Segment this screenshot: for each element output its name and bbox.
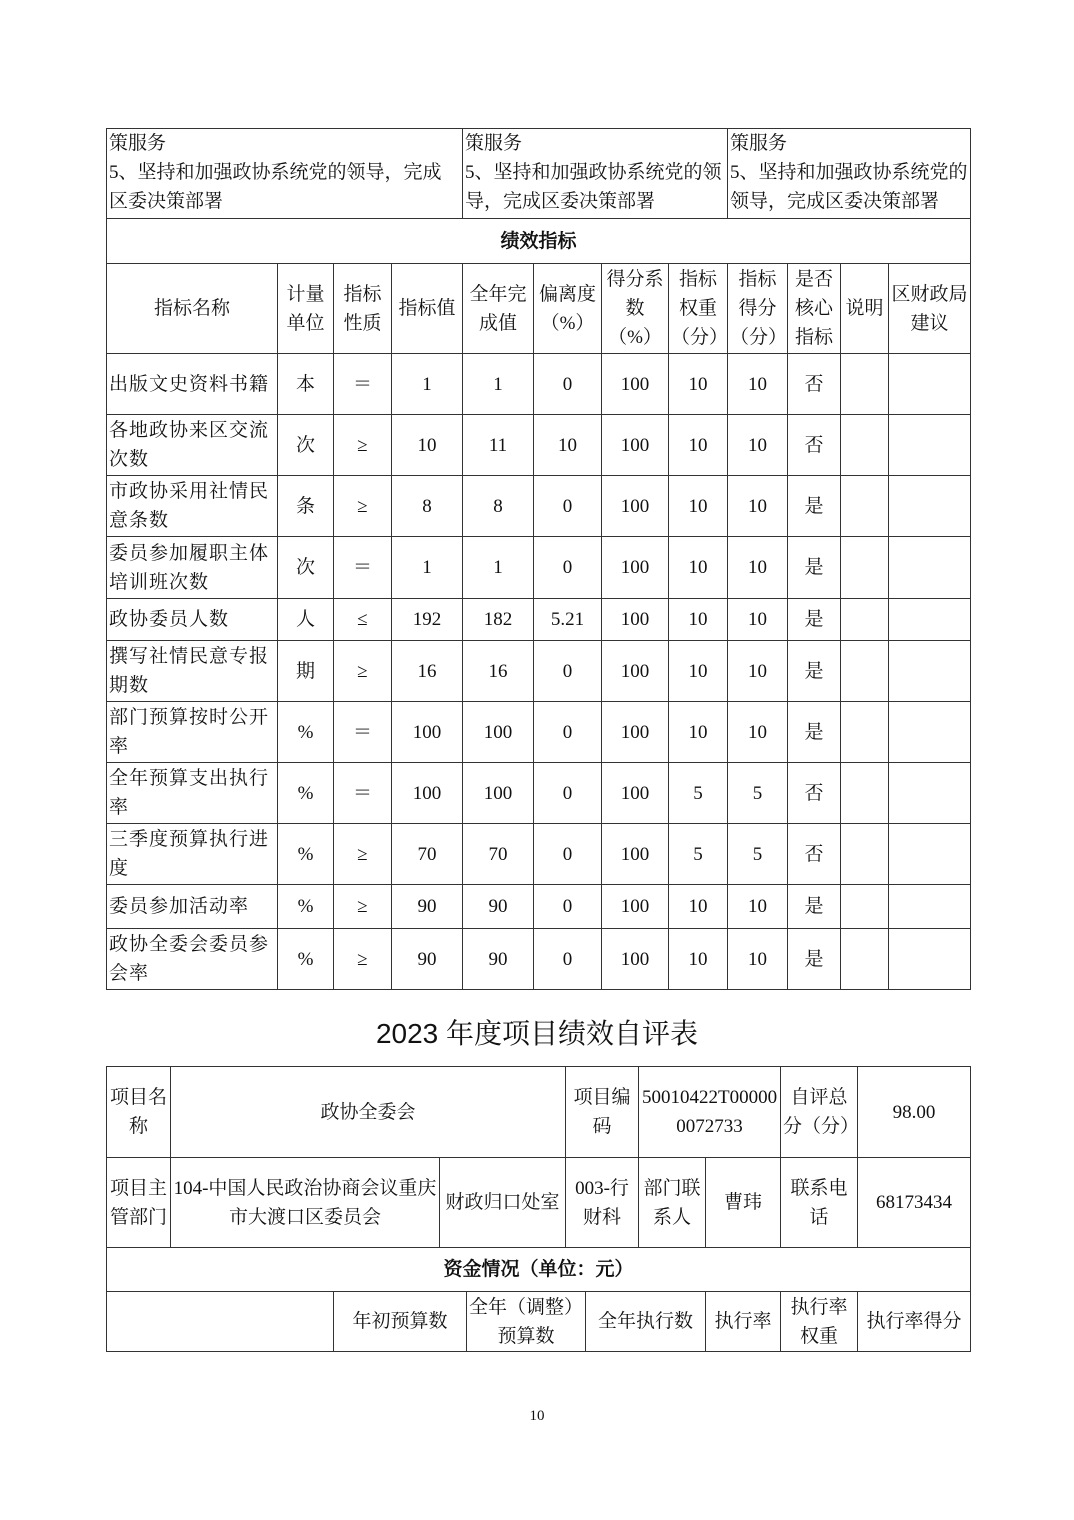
table-cell: 1 (463, 537, 534, 599)
table-row (107, 885, 971, 929)
table-cell: 10 (728, 415, 788, 476)
funds-header (107, 1292, 334, 1352)
table-row (107, 537, 971, 599)
table-cell: 0 (534, 702, 602, 763)
dept-row (107, 1158, 971, 1248)
table-cell: 10 (669, 354, 728, 415)
table-cell (889, 599, 971, 641)
column-header: 指标权重（分） (669, 264, 728, 354)
table-cell (841, 824, 889, 885)
table-cell: 100 (602, 476, 669, 537)
finance-office: 003-行财科 (566, 1158, 639, 1248)
table-cell (841, 641, 889, 702)
funds-header: 全年执行数 (586, 1292, 706, 1352)
contact-label: 部门联系人 (639, 1158, 706, 1248)
cell-line: 5、坚持和加强政协系统党的领导，完成区委决策部署 (730, 162, 968, 212)
table-cell: 8 (392, 476, 463, 537)
table-cell: 10 (728, 476, 788, 537)
table-cell (841, 537, 889, 599)
table-cell (889, 415, 971, 476)
table-cell: % (278, 885, 334, 929)
table-cell: 0 (534, 929, 602, 990)
phone-label: 联系电话 (781, 1158, 858, 1248)
table-cell: 0 (534, 354, 602, 415)
dept-label: 项目主管部门 (107, 1158, 171, 1248)
table-cell: 10 (728, 885, 788, 929)
table-cell: 16 (392, 641, 463, 702)
header-row (107, 264, 971, 354)
project-row (107, 1067, 971, 1158)
table-cell (841, 415, 889, 476)
table-cell: 条 (278, 476, 334, 537)
funds-title-row (107, 1248, 971, 1292)
contact: 曹玮 (706, 1158, 781, 1248)
table-cell: 70 (463, 824, 534, 885)
indicator-name: 部门预算按时公开率 (107, 702, 278, 763)
table-cell: 5 (669, 763, 728, 824)
table-cell: 16 (463, 641, 534, 702)
table-cell: 10 (728, 641, 788, 702)
indicator-name: 出版文史资料书籍 (107, 354, 278, 415)
table-cell: 10 (669, 415, 728, 476)
table-cell: 1 (463, 354, 534, 415)
table-cell (889, 824, 971, 885)
table-cell: 10 (669, 702, 728, 763)
table-cell: 本 (278, 354, 334, 415)
table-cell: 人 (278, 599, 334, 641)
table-cell: 10 (392, 415, 463, 476)
evaluation-title: 2023 年度项目绩效自评表 (375, 1018, 699, 1049)
table-cell: 10 (669, 885, 728, 929)
table-cell (841, 599, 889, 641)
table-cell: 90 (392, 929, 463, 990)
table-cell: 100 (602, 885, 669, 929)
indicator-name: 撰写社情民意专报期数 (107, 641, 278, 702)
table-cell: 1 (392, 354, 463, 415)
column-header: 指标名称 (107, 264, 278, 354)
table-cell: ≥ (334, 824, 392, 885)
column-header: 指标性质 (334, 264, 392, 354)
table-cell: 100 (602, 702, 669, 763)
table-cell: 否 (788, 824, 841, 885)
table-cell: ≥ (334, 476, 392, 537)
indicator-name: 政协全委会委员参会率 (107, 929, 278, 990)
table-cell (841, 476, 889, 537)
performance-table (106, 128, 971, 990)
table-cell: 100 (602, 354, 669, 415)
column-header: 全年完成值 (463, 264, 534, 354)
table-cell: 否 (788, 354, 841, 415)
table-cell: 0 (534, 537, 602, 599)
column-header: 指标值 (392, 264, 463, 354)
table-cell: ≥ (334, 929, 392, 990)
table-cell: ≥ (334, 641, 392, 702)
table-cell: 10 (669, 476, 728, 537)
table-cell: 100 (463, 702, 534, 763)
table-cell: 0 (534, 885, 602, 929)
table-row (107, 702, 971, 763)
table-cell: 是 (788, 599, 841, 641)
table-cell: 100 (602, 763, 669, 824)
finance-office-label: 财政归口处室 (440, 1158, 566, 1248)
project-name: 政协全委会 (171, 1067, 566, 1158)
table-cell (889, 885, 971, 929)
table-cell: 100 (463, 763, 534, 824)
funds-title: 资金情况（单位：元） (107, 1248, 971, 1292)
table-cell: 8 (463, 476, 534, 537)
indicator-name: 政协委员人数 (107, 599, 278, 641)
table-cell: 次 (278, 537, 334, 599)
table-row (107, 641, 971, 702)
table-cell: 是 (788, 476, 841, 537)
table-cell: 否 (788, 763, 841, 824)
table-cell: % (278, 763, 334, 824)
table-cell: ≥ (334, 415, 392, 476)
funds-header: 执行率得分 (858, 1292, 971, 1352)
funds-header: 全年（调整）预算数 (467, 1292, 586, 1352)
cell-line: 策服务 (465, 133, 523, 154)
table-cell (889, 929, 971, 990)
table-cell (841, 885, 889, 929)
table-cell: 是 (788, 702, 841, 763)
table-cell: 是 (788, 929, 841, 990)
top-cell-3 (728, 129, 971, 219)
table-cell (889, 354, 971, 415)
column-header: 是否核心指标 (788, 264, 841, 354)
total-score-label: 自评总分（分） (781, 1067, 858, 1158)
table-cell: 100 (602, 824, 669, 885)
table-cell: 90 (392, 885, 463, 929)
table-cell: 是 (788, 885, 841, 929)
table-cell: 次 (278, 415, 334, 476)
funds-header: 年初预算数 (334, 1292, 467, 1352)
indicator-name: 全年预算支出执行率 (107, 763, 278, 824)
table-cell: % (278, 929, 334, 990)
table-cell: 0 (534, 476, 602, 537)
table-row (107, 476, 971, 537)
table-cell (889, 763, 971, 824)
evaluation-table (106, 1066, 971, 1352)
table-cell: 10 (728, 929, 788, 990)
table-cell: 70 (392, 824, 463, 885)
table-cell: 10 (669, 641, 728, 702)
table-row (107, 824, 971, 885)
table-cell: 5 (669, 824, 728, 885)
table-cell: 期 (278, 641, 334, 702)
funds-header: 执行率权重 (781, 1292, 858, 1352)
cell-line: 策服务 (109, 133, 167, 154)
table-cell: ≤ (334, 599, 392, 641)
table-cell: 10 (669, 929, 728, 990)
table-cell: 是 (788, 641, 841, 702)
indicator-name: 三季度预算执行进度 (107, 824, 278, 885)
table-cell: 10 (669, 599, 728, 641)
table-row (107, 599, 971, 641)
table-cell (889, 702, 971, 763)
table-cell: 11 (463, 415, 534, 476)
table-cell (841, 763, 889, 824)
table-cell: 10 (728, 354, 788, 415)
table-cell: 90 (463, 885, 534, 929)
table-row (107, 415, 971, 476)
table-cell: ＝ (334, 763, 392, 824)
table-cell: 100 (392, 702, 463, 763)
funds-header-row (107, 1292, 971, 1352)
project-code: 50010422T000000072733 (639, 1067, 781, 1158)
column-header: 得分系数（%） (602, 264, 669, 354)
dept: 104-中国人民政治协商会议重庆市大渡口区委员会 (171, 1158, 440, 1248)
page-number: 10 (529, 1408, 545, 1424)
table-cell: 0 (534, 763, 602, 824)
table-cell: % (278, 702, 334, 763)
top-cell-2 (463, 129, 728, 219)
table-cell: 100 (602, 415, 669, 476)
table-cell: 5.21 (534, 599, 602, 641)
table-cell: 0 (534, 824, 602, 885)
table-cell: 10 (534, 415, 602, 476)
table-cell: ≥ (334, 885, 392, 929)
table-cell: 90 (463, 929, 534, 990)
top-section-row (107, 129, 971, 219)
cell-line: 策服务 (730, 133, 788, 154)
indicator-name: 委员参加履职主体培训班次数 (107, 537, 278, 599)
table-cell: 10 (669, 537, 728, 599)
table-cell (889, 641, 971, 702)
table-cell: 192 (392, 599, 463, 641)
column-header: 计量单位 (278, 264, 334, 354)
table-cell: ＝ (334, 537, 392, 599)
table-cell: 0 (534, 641, 602, 702)
table-cell: 100 (602, 537, 669, 599)
table-cell (841, 702, 889, 763)
top-cell-1 (107, 129, 463, 219)
indicator-name: 各地政协来区交流次数 (107, 415, 278, 476)
table-cell: 1 (392, 537, 463, 599)
column-header: 偏离度（%） (534, 264, 602, 354)
total-score: 98.00 (858, 1067, 971, 1158)
column-header: 说明 (841, 264, 889, 354)
column-header: 区财政局建议 (889, 264, 971, 354)
project-name-label: 项目名称 (107, 1067, 171, 1158)
table-cell: 182 (463, 599, 534, 641)
phone: 68173434 (858, 1158, 971, 1248)
table-cell: 10 (728, 599, 788, 641)
section-title-row (107, 219, 971, 264)
table-cell: 100 (602, 599, 669, 641)
table-cell: 10 (728, 702, 788, 763)
indicator-name: 市政协采用社情民意条数 (107, 476, 278, 537)
table-row (107, 354, 971, 415)
project-code-label: 项目编码 (566, 1067, 639, 1158)
table-cell: 100 (602, 641, 669, 702)
table-cell: ＝ (334, 354, 392, 415)
column-header: 指标得分（分） (728, 264, 788, 354)
table-row (107, 763, 971, 824)
table-cell (889, 537, 971, 599)
table-cell: 100 (602, 929, 669, 990)
table-cell: % (278, 824, 334, 885)
section-title: 绩效指标 (107, 219, 971, 264)
table-row (107, 929, 971, 990)
funds-header: 执行率 (706, 1292, 781, 1352)
indicator-name: 委员参加活动率 (107, 885, 278, 929)
table-cell: 是 (788, 537, 841, 599)
table-cell (841, 929, 889, 990)
table-cell: ＝ (334, 702, 392, 763)
table-cell: 5 (728, 763, 788, 824)
table-cell: 否 (788, 415, 841, 476)
table-cell (841, 354, 889, 415)
cell-line: 5、坚持和加强政协系统党的领导，完成区委决策部署 (109, 162, 442, 212)
table-cell: 5 (728, 824, 788, 885)
table-cell (889, 476, 971, 537)
table-cell: 100 (392, 763, 463, 824)
cell-line: 5、坚持和加强政协系统党的领导，完成区委决策部署 (465, 162, 722, 212)
table-cell: 10 (728, 537, 788, 599)
